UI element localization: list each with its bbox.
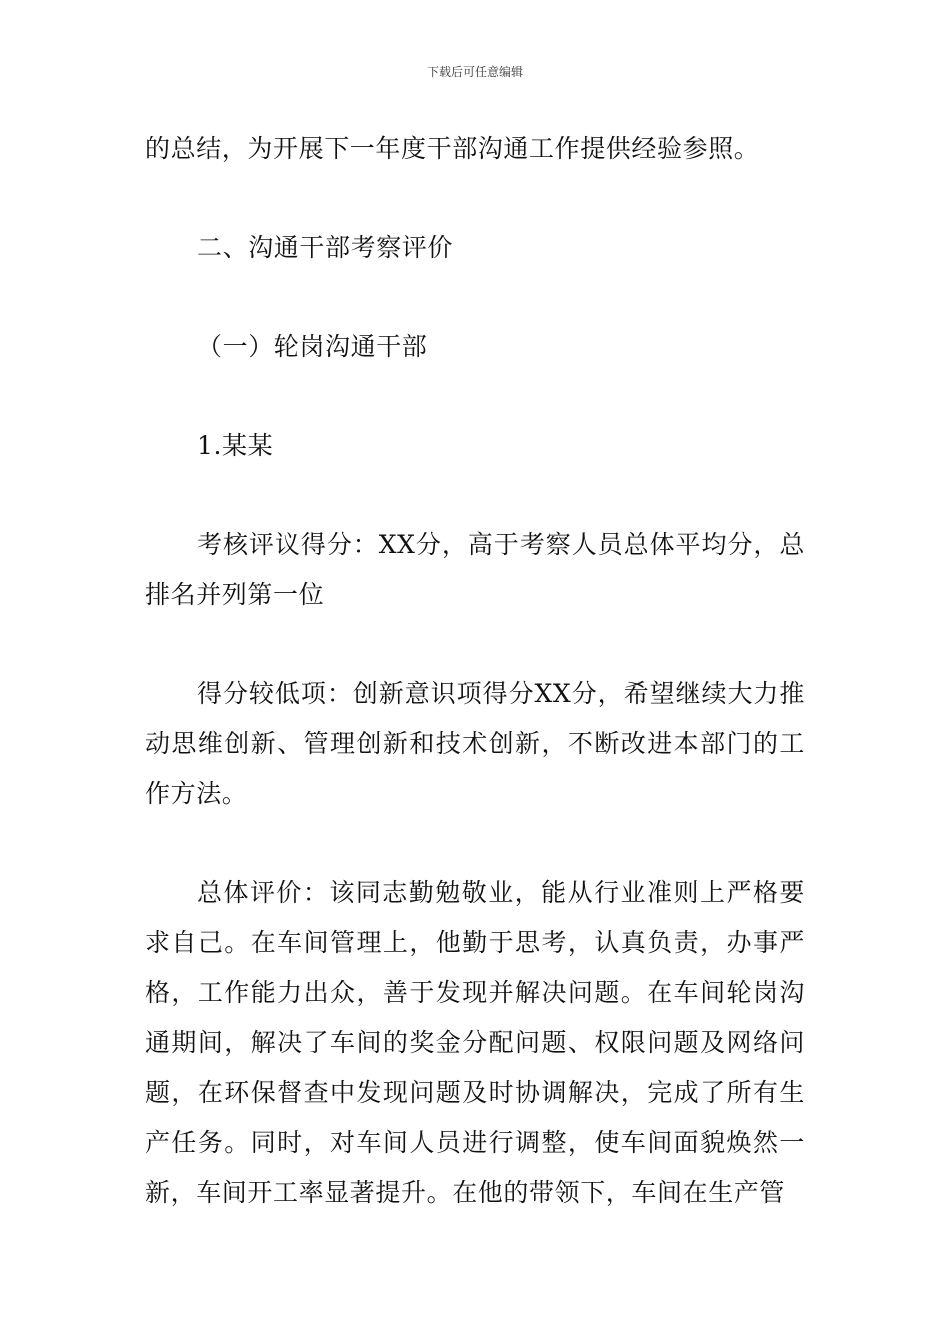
paragraph-summary-continuation: 的总结，为开展下一年度干部沟通工作提供经验参照。 — [145, 134, 760, 163]
paragraph-score: 考核评议得分：XX分，高于考察人员总体平均分，总排名并列第一位 — [145, 530, 805, 609]
item-heading-person: 1.某某 — [197, 431, 274, 460]
subsection-heading-rotation: （一）轮岗沟通干部 — [197, 332, 428, 361]
paragraph-low-score-item: 得分较低项：创新意识项得分XX分，希望继续大力推动思维创新、管理创新和技术创新，不断改进本部门的工作方法。 — [145, 679, 805, 808]
document-body — [145, 124, 805, 1267]
paragraph-overall-evaluation: 总体评价：该同志勤勉敬业，能从行业准则上严格要求自己。在车间管理上，他勤于思考，认真负责，办事严格，工作能力出众，善于发现并解决问题。在车间轮岗沟通期间，解决了车间的奖金分配问题、权限问题及网络问题，在环保督查中发现问题及时协调解决，完成了所有生产任务。同时，对车间人员进行调整，使车间面貌焕然一新，车间开工率显著提升。在他的带领下，车间在生产管 — [145, 878, 805, 1207]
section-heading-evaluation: 二、沟通干部考察评价 — [197, 233, 454, 262]
page-header-note: 下载后可任意编辑 — [426, 65, 523, 79]
